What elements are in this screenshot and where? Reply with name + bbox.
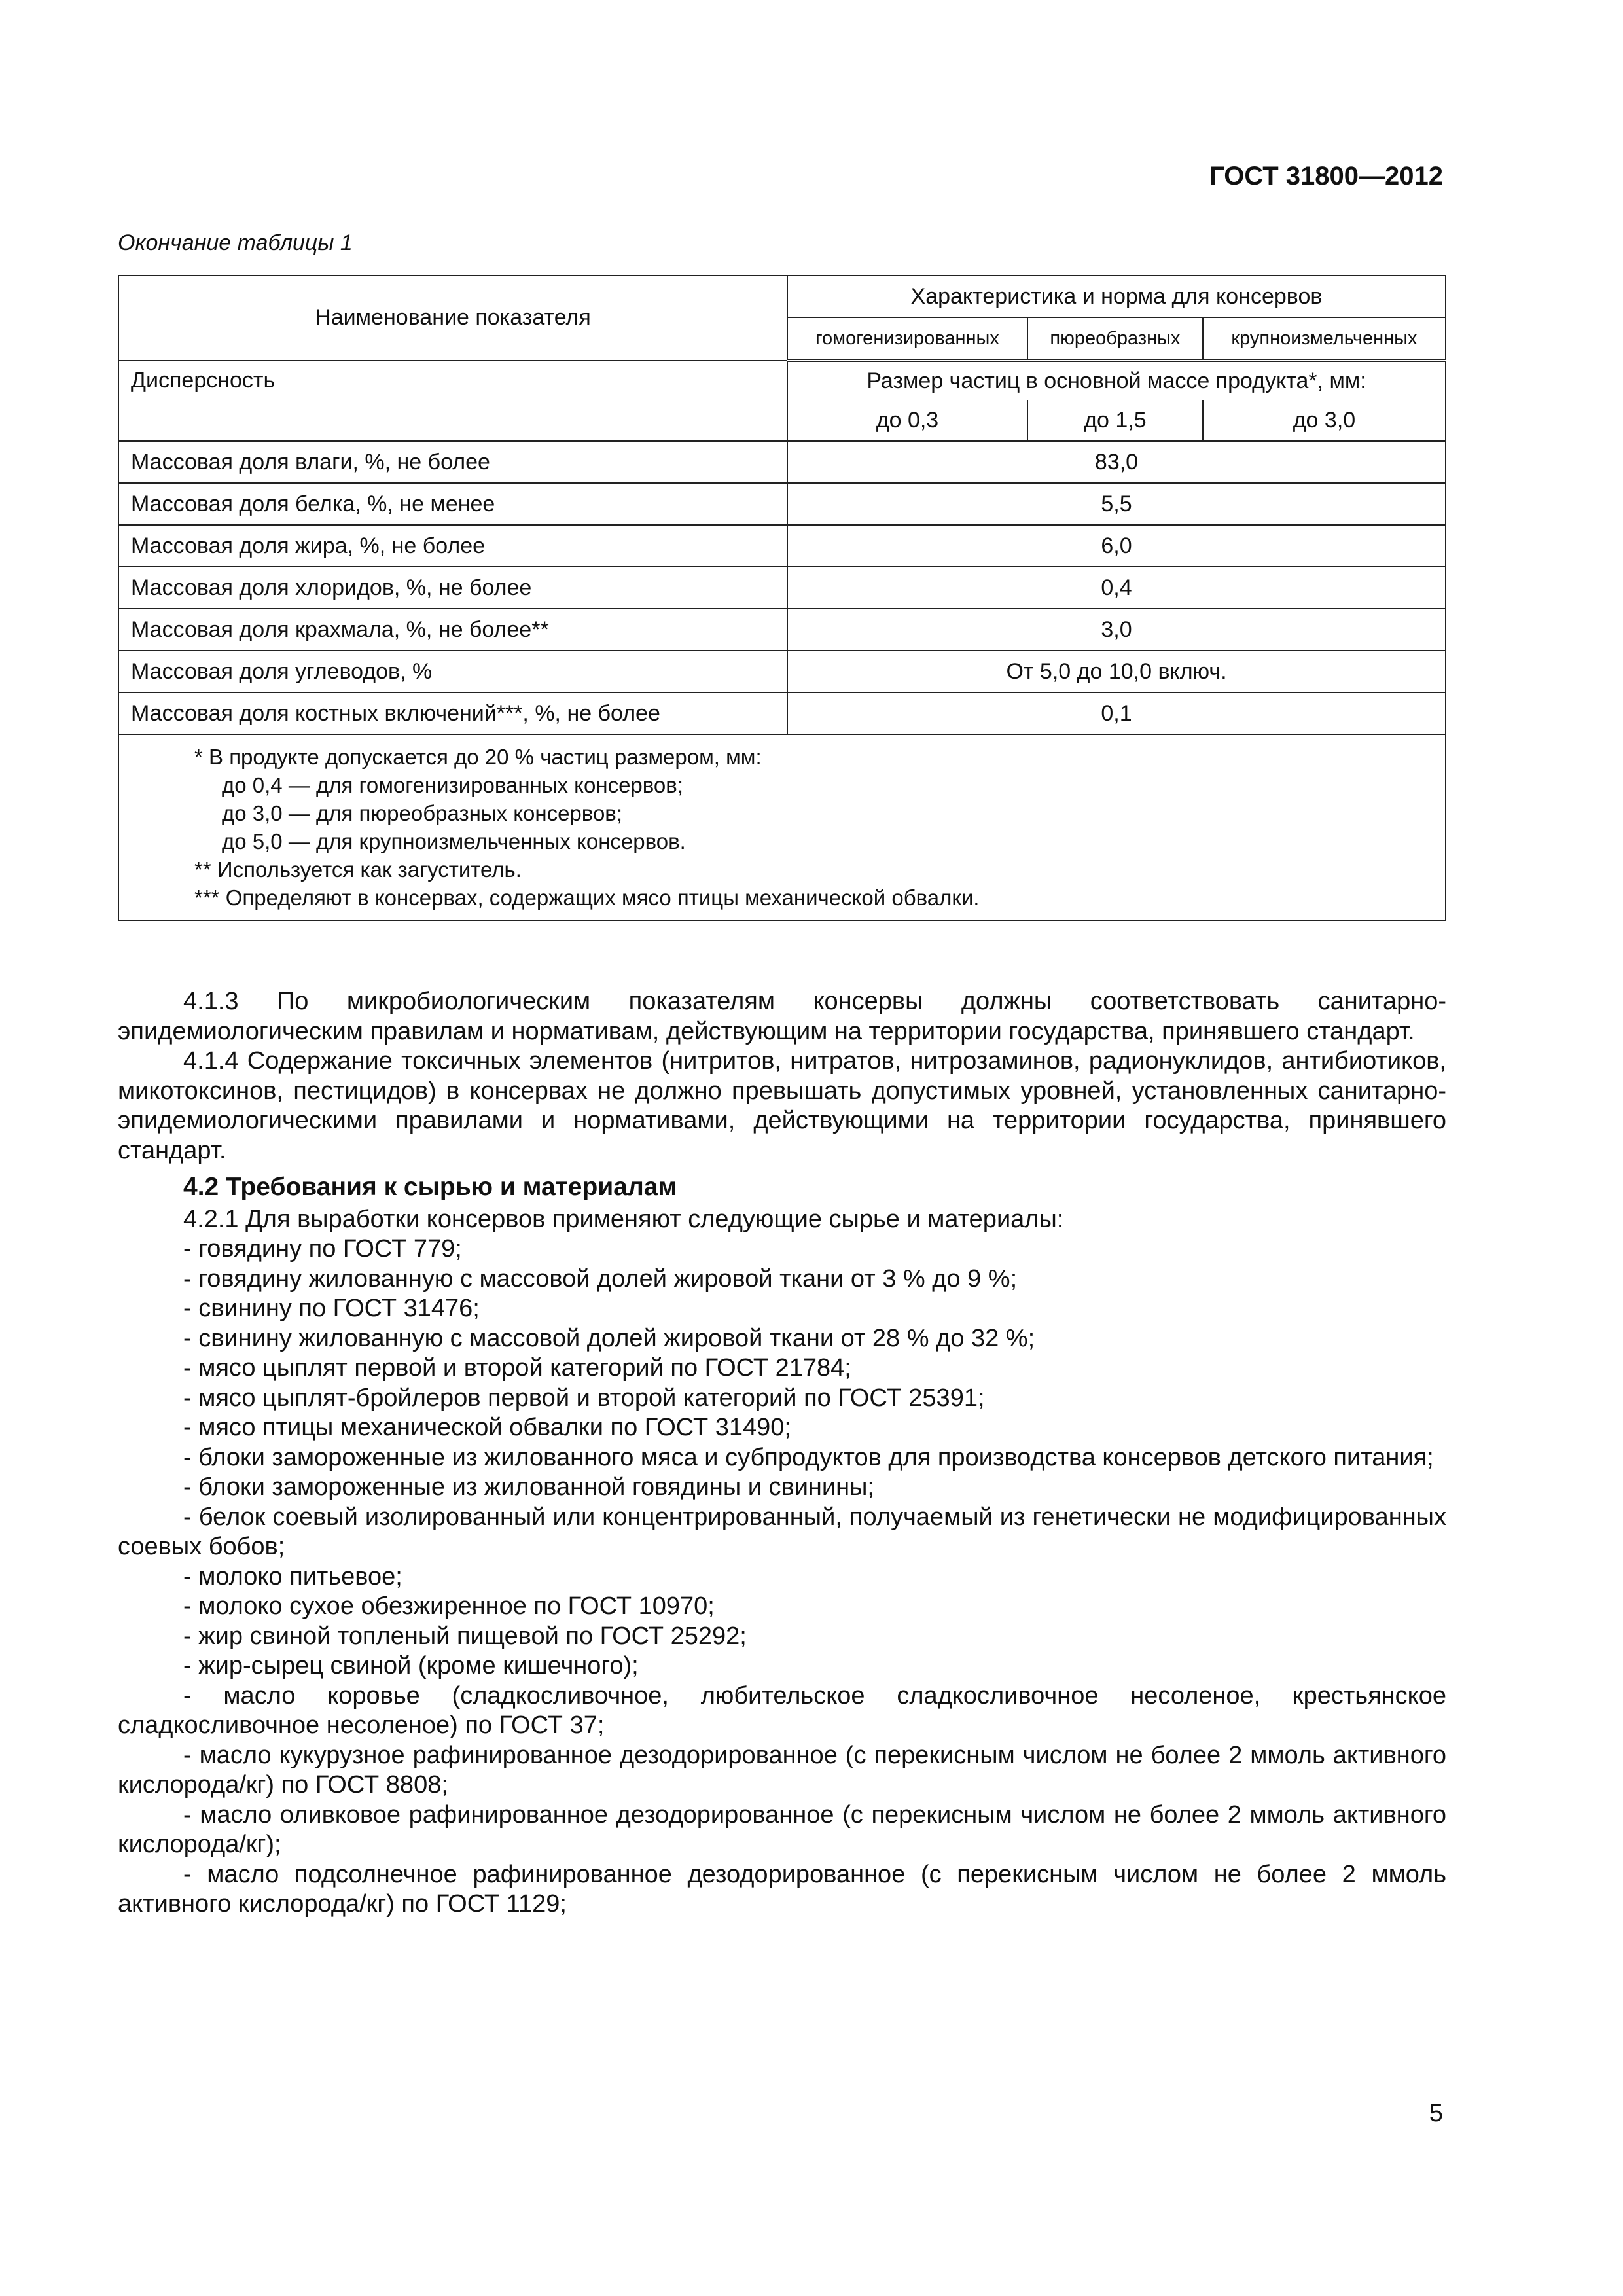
- footnote: *** Определяют в консервах, содержащих мясо птицы механической обвалки.: [194, 886, 980, 910]
- dispersion-value: до 1,5: [1027, 400, 1203, 441]
- list-item: - масло подсолнечное рафинированное дезодорированное (с перекисным числом не более 2 ммоль активного кислорода/кг) по ГОСТ 1129;: [118, 1860, 1446, 1918]
- paragraph-4-1-3: 4.1.3 По микробиологическим показателям консервы должны соответствовать санитарно-эпидемиологическим правилам и нормативам, действующим на территории государства, принявшего стандарт.: [118, 988, 1446, 1045]
- column-header-pureed: пюреобразных: [1027, 317, 1203, 361]
- footnote: до 5,0 — для крупноизмельченных консервов.: [222, 829, 686, 853]
- list-item: - свинину жилованную с массовой долей жировой ткани от 28 % до 32 %;: [183, 1324, 1035, 1352]
- table-row: [118, 361, 1446, 401]
- footnote: до 0,4 — для гомогенизированных консервов;: [222, 773, 683, 797]
- row-name: Массовая доля крахмала, %, не более**: [118, 609, 787, 651]
- section-heading-4-2: 4.2 Требования к сырью и материалам: [183, 1173, 677, 1201]
- list-item: - масло кукурузное рафинированное дезодорированное (с перекисным числом не более 2 ммоль активного кислорода/кг) по ГОСТ 8808;: [118, 1741, 1446, 1799]
- list-item: - масло оливковое рафинированное дезодорированное (с перекисным числом не более 2 ммоль активного кислорода/кг);: [118, 1801, 1446, 1858]
- row-name: Массовая доля влаги, %, не более: [118, 441, 787, 483]
- body-text: [118, 987, 1446, 1920]
- row-value: 3,0: [787, 609, 1446, 651]
- row-name: Массовая доля костных включений***, %, не более: [118, 692, 787, 734]
- footnotes-cell: [118, 734, 1446, 920]
- list-item: - масло коровье (сладкосливочное, любительское сладкосливочное несоленое, крестьянское сладкосливочное несоленое) по ГОСТ 37;: [118, 1681, 1446, 1739]
- column-header-group: Характеристика и норма для консервов: [787, 276, 1446, 317]
- row-name: Массовая доля белка, %, не менее: [118, 483, 787, 525]
- list-item: - жир-сырец свиной (кроме кишечного);: [183, 1652, 639, 1679]
- footnote: до 3,0 — для пюреобразных консервов;: [222, 801, 622, 825]
- row-value: От 5,0 до 10,0 включ.: [787, 651, 1446, 692]
- table-caption: Окончание таблицы 1: [118, 230, 353, 255]
- document-code: ГОСТ 31800—2012: [1209, 162, 1443, 190]
- list-item: - молоко сухое обезжиренное по ГОСТ 10970;: [183, 1592, 715, 1620]
- list-item: - мясо цыплят первой и второй категорий по ГОСТ 21784;: [183, 1354, 851, 1382]
- dispersion-value: до 0,3: [787, 400, 1027, 441]
- list-item: - молоко питьевое;: [183, 1562, 402, 1590]
- list-item: - мясо птицы механической обвалки по ГОСТ 31490;: [183, 1414, 791, 1441]
- table-row: [118, 525, 1446, 567]
- table-row: [118, 692, 1446, 734]
- row-value: 5,5: [787, 483, 1446, 525]
- page-number: 5: [1429, 2100, 1443, 2127]
- row-name: Массовая доля углеводов, %: [118, 651, 787, 692]
- row-name: Массовая доля хлоридов, %, не более: [118, 567, 787, 609]
- dispersion-note: Размер частиц в основной массе продукта*, мм:: [787, 361, 1446, 401]
- paragraph-4-1-4: 4.1.4 Содержание токсичных элементов (нитритов, нитратов, нитрозаминов, радионуклидов, антибиотиков, микотоксинов, пестицидов) в консервах не должно превышать допустимых уровней, установленных санитарно-эпидемиологическими правилами и нормативами, действующими на территории государства, принявшего стандарт.: [118, 1047, 1446, 1164]
- footnote: ** Используется как загуститель.: [194, 857, 522, 882]
- specification-table: [118, 275, 1446, 921]
- column-header-homogenized: гомогенизированных: [787, 317, 1027, 361]
- dispersion-value: до 3,0: [1203, 400, 1446, 441]
- table-row: [118, 483, 1446, 525]
- table-row: [118, 651, 1446, 692]
- list-item: - белок соевый изолированный или концентрированный, получаемый из генетически не модифицированных соевых бобов;: [118, 1503, 1446, 1560]
- column-header-name: Наименование показателя: [118, 276, 787, 361]
- row-name: Дисперсность: [118, 361, 787, 442]
- list-item: - говядину по ГОСТ 779;: [183, 1235, 462, 1263]
- paragraph-4-2-1: 4.2.1 Для выработки консервов применяют следующие сырье и материалы:: [183, 1205, 1064, 1233]
- column-header-coarse: крупноизмельченных: [1203, 317, 1446, 361]
- table-row: [118, 609, 1446, 651]
- row-value: 0,4: [787, 567, 1446, 609]
- list-item: - мясо цыплят-бройлеров первой и второй категорий по ГОСТ 25391;: [183, 1384, 985, 1412]
- footnote: * В продукте допускается до 20 % частиц размером, мм:: [194, 745, 762, 769]
- list-item: - жир свиной топленый пищевой по ГОСТ 25292;: [183, 1622, 747, 1650]
- list-item: - блоки замороженные из жилованной говядины и свинины;: [183, 1473, 874, 1501]
- table-row: [118, 567, 1446, 609]
- list-item: - говядину жилованную с массовой долей жировой ткани от 3 % до 9 %;: [183, 1265, 1018, 1293]
- list-item: - блоки замороженные из жилованного мяса и субпродуктов для производства консервов детского питания;: [183, 1443, 1434, 1471]
- list-item: - свинину по ГОСТ 31476;: [183, 1295, 480, 1322]
- row-value: 6,0: [787, 525, 1446, 567]
- row-value: 0,1: [787, 692, 1446, 734]
- row-value: 83,0: [787, 441, 1446, 483]
- row-name: Массовая доля жира, %, не более: [118, 525, 787, 567]
- table-footnotes: [118, 734, 1446, 920]
- table-row: [118, 441, 1446, 483]
